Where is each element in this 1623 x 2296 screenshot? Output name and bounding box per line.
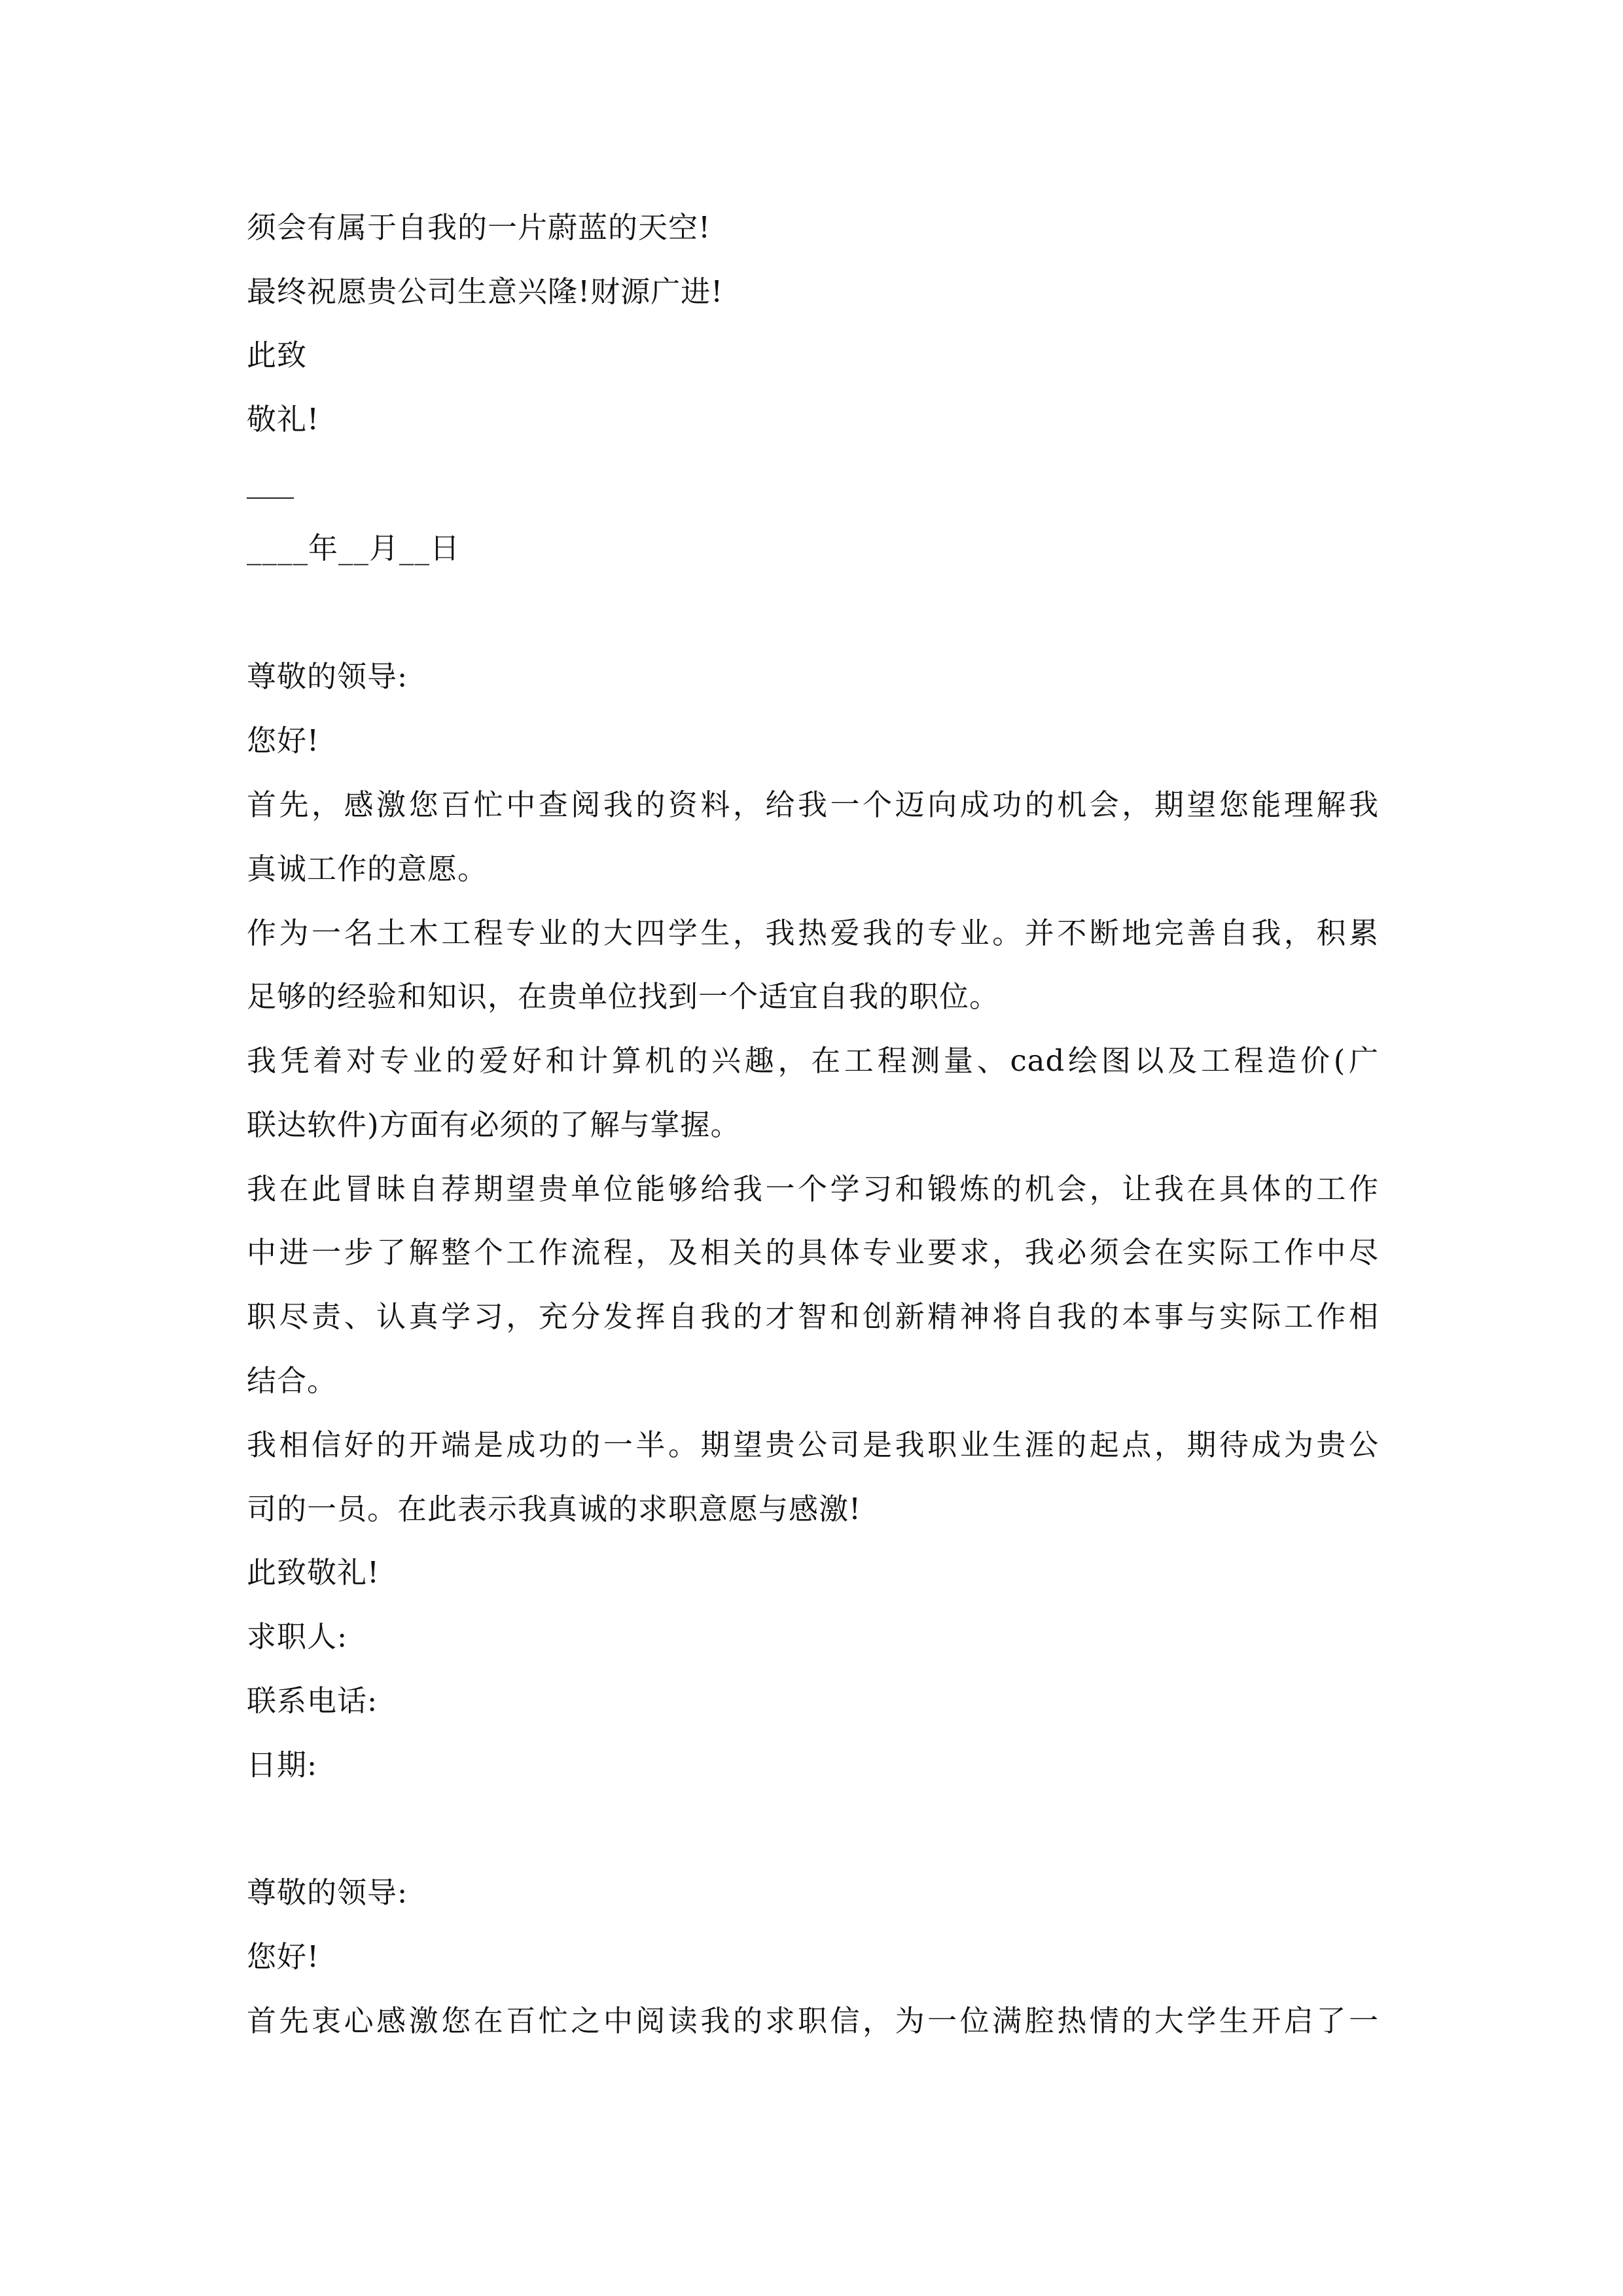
signature-line — [247, 497, 294, 499]
greeting: 您好! — [247, 1939, 320, 1974]
paragraph-line: 首先衷心感激您在百忙之中阅读我的求职信，为一位满腔热情的大学生开启了一 — [247, 2003, 1379, 2038]
paragraph-line: 真诚工作的意愿。 — [247, 852, 488, 886]
salutation: 尊敬的领导: — [247, 659, 408, 694]
paragraph-line: 结合。 — [247, 1363, 338, 1398]
closing-line: 此致敬礼! — [247, 1555, 380, 1590]
salutation: 尊敬的领导: — [247, 1875, 408, 1910]
phone-label: 联系电话: — [247, 1683, 378, 1718]
date-label: 日期: — [247, 1748, 318, 1782]
greeting: 您好! — [247, 723, 320, 758]
applicant-label: 求职人: — [247, 1619, 348, 1654]
paragraph-line: 足够的经验和知识，在贵单位找到一个适宜自我的职位。 — [247, 979, 1000, 1014]
paragraph-line: 职尽责、认真学习，充分发挥自我的才智和创新精神将自我的本事与实际工作相 — [247, 1299, 1379, 1334]
paragraph-line: 中进一步了解整个工作流程，及相关的具体专业要求，我必须会在实际工作中尽 — [247, 1235, 1379, 1270]
paragraph-line: 首先，感激您百忙中查阅我的资料，给我一个迈向成功的机会，期望您能理解我 — [247, 787, 1379, 822]
paragraph-line: 我凭着对专业的爱好和计算机的兴趣，在工程测量、cad绘图以及工程造价(广 — [247, 1043, 1379, 1078]
closing-line: 敬礼! — [247, 402, 320, 437]
text-line: 须会有属于自我的一片蔚蓝的天空! — [247, 210, 711, 245]
text-line: 最终祝愿贵公司生意兴隆!财源广进! — [247, 274, 724, 309]
closing-line: 此致 — [247, 338, 308, 372]
paragraph-line: 联达软件)方面有必须的了解与掌握。 — [247, 1107, 741, 1142]
paragraph-line: 作为一名土木工程专业的大四学生，我热爱我的专业。并不断地完善自我，积累 — [247, 916, 1379, 950]
paragraph-line: 我相信好的开端是成功的一半。期望贵公司是我职业生涯的起点，期待成为贵公 — [247, 1427, 1379, 1462]
paragraph-line: 我在此冒昧自荐期望贵单位能够给我一个学习和锻炼的机会，让我在具体的工作 — [247, 1172, 1379, 1206]
date-line: ____年__月__日 — [247, 531, 461, 565]
paragraph-line: 司的一员。在此表示我真诚的求职意愿与感激! — [247, 1492, 862, 1526]
